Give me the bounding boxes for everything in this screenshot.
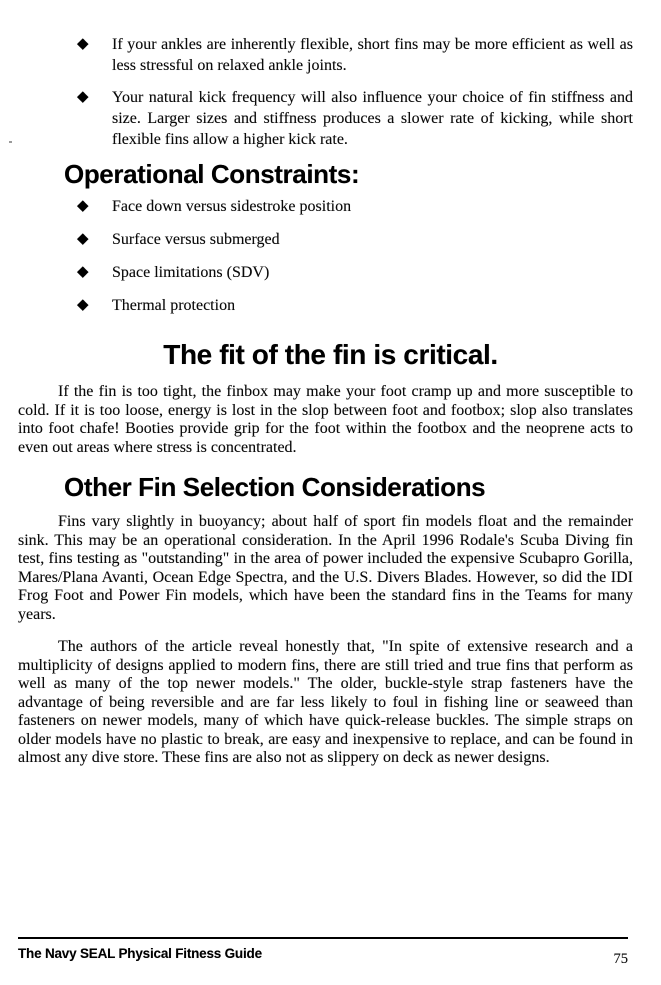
fin-flexibility-bullet-list [0,34,661,150]
diamond-bullet-icon: ◆ [77,264,89,280]
bullet-text: Your natural kick frequency will also influence your choice of fin stiffness and size. Larger sizes and stiffness produces a slower rate of kicking, while short flexible fins allow a higher kick rate. [112,89,633,148]
paragraph-buoyancy: Fins vary slightly in buoyancy; about half of sport fin models float and the remainder sink. This may be an operational consideration. In the April 1996 Rodale's Scuba Diving fin test, fins testing as "outstanding" in the area of power included the expensive Scubapro Gorilla, Mares/Plana Avanti, Ocean Edge Spectra, and the U.S. Divers Blades. However, so did the IDI Frog Foot and Power Fin models, which have been the standard fins in the Teams for many years. [18,513,633,623]
operational-constraints-bullet-list [0,196,661,316]
bullet-text: If your ankles are inherently flexible, short fins may be more efficient as well as less stressful on relaxed ankle joints. [112,36,633,74]
bullet-text: Face down versus sidestroke position [112,198,352,215]
diamond-bullet-icon: ◆ [77,297,89,313]
scan-artifact [9,141,12,143]
bullet-text: Thermal protection [112,297,236,314]
section-heading-operational-constraints: Operational Constraints: [64,159,360,189]
paragraph-strap-fasteners: The authors of the article reveal honestly that, "In spite of extensive research and a multiplicity of designs applied to modern fins, there are still tried and true fins that perform as well as many of the top newer models." The older, buckle-style strap fasteners have the advantage of being reversible and are far less likely to foul in fishing line or seaweed than fasteners on newer models, many of which have quick-release buckles. The simple straps on older models have no plastic to break, are easy and inexpensive to replace, and can be found in almost any dive store. These fins are also not as slippery on deck as newer designs. [18,638,633,766]
section-heading-other-considerations: Other Fin Selection Considerations [64,472,486,502]
bullet-item-thermal-protection [77,295,633,316]
bullet-item-face-down [77,196,633,217]
diamond-bullet-icon: ◆ [77,36,89,52]
footer-page-number: 75 [613,951,628,967]
section-heading-fit-critical: The fit of the fin is critical. [163,339,498,370]
footer-rule [18,937,628,939]
bullet-text: Space limitations (SDV) [112,264,270,281]
bullet-item-space-limitations [77,262,633,283]
bullet-item-surface-submerged [77,229,633,250]
diamond-bullet-icon: ◆ [77,231,89,247]
diamond-bullet-icon: ◆ [77,89,89,105]
paragraph-fit: If the fin is too tight, the finbox may make your foot cramp up and more susceptible to cold. If it is too loose, energy is lost in the slop between foot and footbox; slop also translates into foot chafe! Booties provide grip for the foot within the footbox and the neoprene acts to even out areas where stress is concentrated. [18,383,633,456]
bullet-item-ankle-flexibility [77,34,633,76]
bullet-item-kick-frequency [77,87,633,150]
diamond-bullet-icon: ◆ [77,198,89,214]
bullet-text: Surface versus submerged [112,231,280,248]
footer-book-title: The Navy SEAL Physical Fitness Guide [18,946,262,961]
